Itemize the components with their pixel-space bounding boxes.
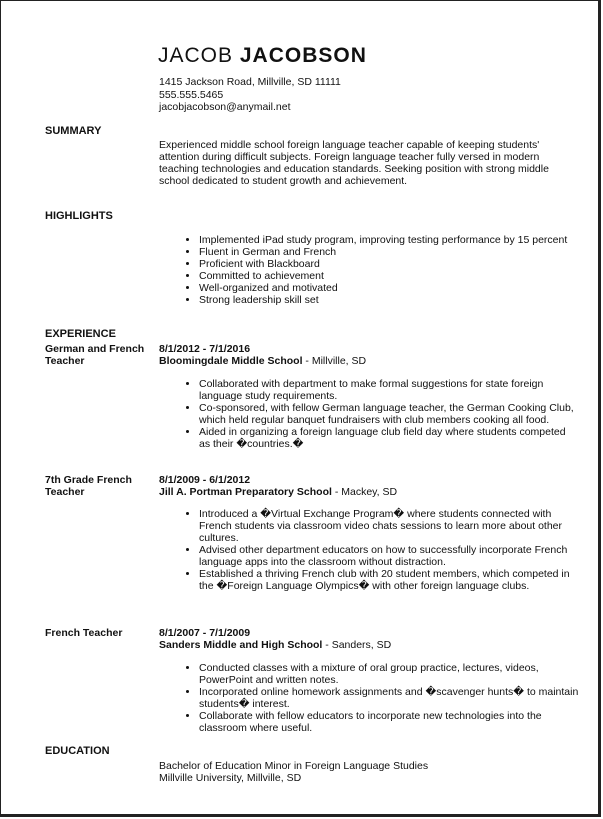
- phone: 555.555.5465: [159, 88, 224, 101]
- job-bullets: [182, 378, 579, 450]
- first-name: JACOB: [158, 44, 234, 67]
- job-bullets: [182, 508, 579, 592]
- job-title: German and French Teacher: [45, 343, 145, 367]
- job-employer: [159, 639, 391, 651]
- list-item: • Proficient with Blackboard: [199, 258, 579, 270]
- list-item: • Conducted classes with a mixture of oral group practice, lectures, videos, PowerPoint and written notes.: [199, 662, 579, 686]
- list-item: • Established a thriving French club with 20 student members, which competed in the �Foreign Language Olympics� with other foreign language clubs.: [199, 568, 579, 592]
- summary-heading: SUMMARY: [45, 125, 102, 137]
- employer-location: - Mackey, SD: [331, 486, 398, 498]
- education-details: [159, 760, 564, 784]
- job-bullets: [182, 662, 579, 734]
- list-item: • Implemented iPad study program, improving testing performance by 15 percent: [199, 234, 579, 246]
- job-dates: 8/1/2007 - 7/1/2009: [159, 627, 251, 639]
- list-item: • Collaborate with fellow educators to incorporate new technologies into the classroom where useful.: [199, 710, 579, 734]
- list-item: • Well-organized and motivated: [199, 282, 579, 294]
- last-name: JACOBSON: [239, 44, 367, 67]
- contact-info: [159, 76, 341, 114]
- job-dates: 8/1/2012 - 7/1/2016: [159, 343, 251, 355]
- highlights-heading: HIGHLIGHTS: [45, 210, 113, 222]
- job-employer: [159, 486, 397, 498]
- address: 1415 Jackson Road, Millville, SD 11111: [159, 76, 341, 88]
- school: Millville University, Millville, SD: [159, 772, 302, 784]
- employer-location: - Sanders, SD: [322, 639, 392, 651]
- education-heading: EDUCATION: [45, 745, 110, 757]
- list-item: • Co-sponsored, with fellow German language teacher, the German Cooking Club, which held regular banquet fundraisers with club members cooking all food.: [199, 402, 579, 426]
- list-item: • Committed to achievement: [199, 270, 579, 282]
- list-item: • Advised other department educators on how to successfully incorporate French language apps into the classroom without distraction.: [199, 544, 579, 568]
- list-item: • Incorporated online homework assignments and �scavenger hunts� to maintain students� interest.: [199, 686, 579, 710]
- list-item: • Introduced a �Virtual Exchange Program� where students connected with French students via classroom video chats sessions to learn more about other cultures.: [199, 508, 579, 544]
- job-title: French Teacher: [45, 627, 123, 639]
- highlights-list: [182, 234, 579, 306]
- summary-text: Experienced middle school foreign language teacher capable of keeping students' attention during difficult subjects. Foreign language teacher fully versed in modern teaching technologies and education standards. Seeking position with strong middle school dedicated to student growth and achievement.: [159, 139, 549, 187]
- employer-name: Bloomingdale Middle School: [159, 355, 303, 367]
- list-item: • Aided in organizing a foreign language club field day where students competed as their �countries.�: [199, 426, 579, 450]
- email: jacobjacobson@anymail.net: [159, 101, 291, 113]
- employer-name: Sanders Middle and High School: [159, 639, 323, 651]
- job-title: 7th Grade French Teacher: [45, 474, 132, 498]
- job-dates: 8/1/2009 - 6/1/2012: [159, 474, 251, 486]
- list-item: • Collaborated with department to make formal suggestions for state foreign language study requirements.: [199, 378, 579, 402]
- employer-location: - Millville, SD: [302, 355, 367, 367]
- list-item: • Fluent in German and French: [199, 246, 579, 258]
- employer-name: Jill A. Portman Preparatory School: [159, 486, 332, 498]
- experience-heading: EXPERIENCE: [45, 328, 116, 340]
- list-item: • Strong leadership skill set: [199, 294, 579, 306]
- degree: Bachelor of Education Minor in Foreign Language Studies: [159, 760, 429, 772]
- job-employer: [159, 355, 366, 367]
- candidate-name: [158, 44, 367, 68]
